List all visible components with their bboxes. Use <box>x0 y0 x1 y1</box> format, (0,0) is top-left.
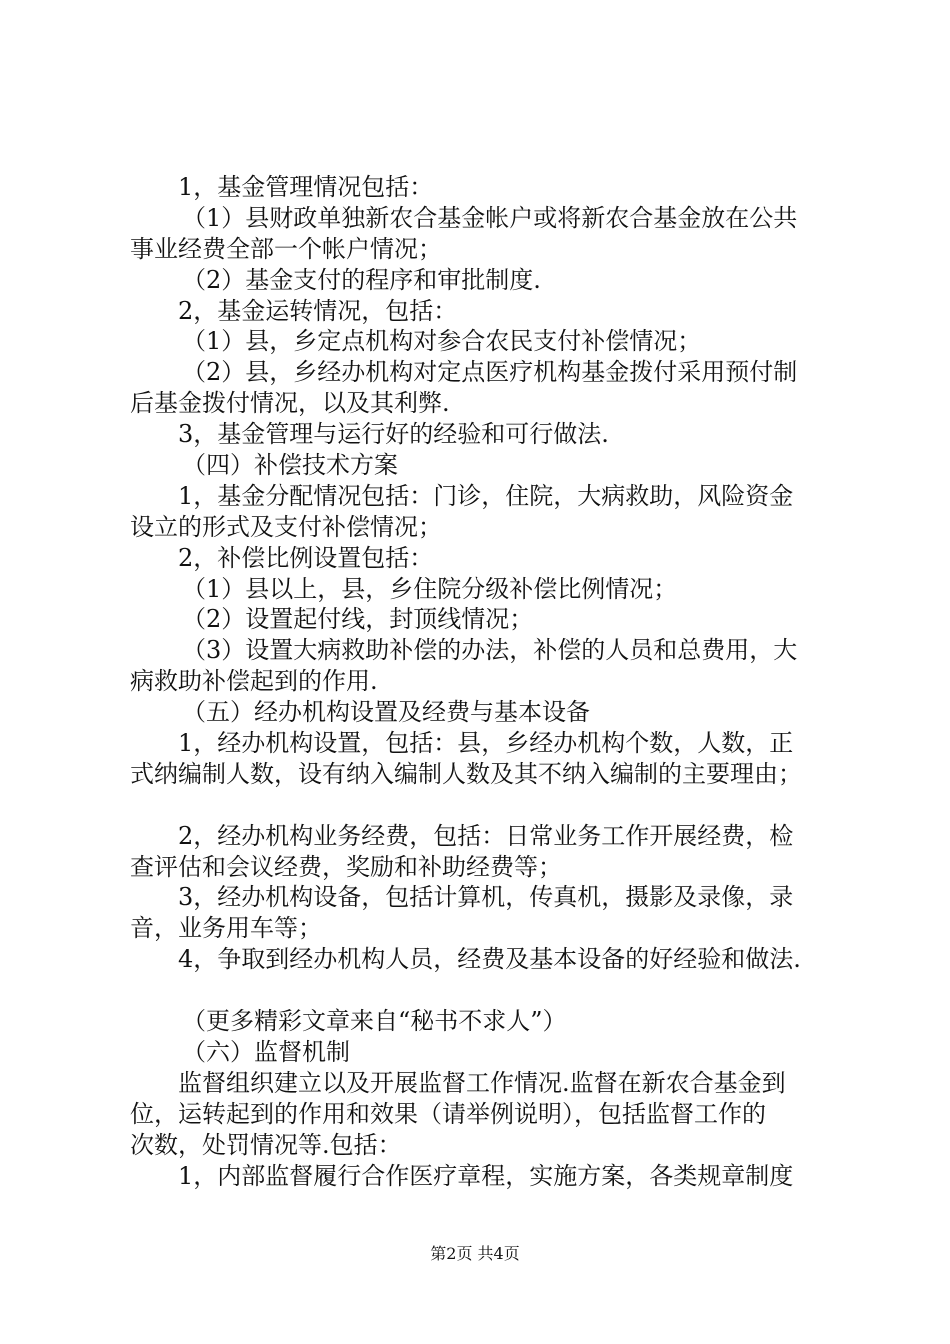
paragraph-line: （五）经办机构设置及经费与基本设备 <box>182 698 590 727</box>
paragraph-line: （3）设置大病救助补偿的办法，补偿的人员和总费用，大 <box>182 636 798 665</box>
paragraph-line: （更多精彩文章来自“秘书不求人”） <box>182 1007 567 1036</box>
paragraph-line: 设立的形式及支付补偿情况； <box>130 512 442 541</box>
paragraph-line: 事业经费全部一个帐户情况； <box>130 234 442 263</box>
paragraph-line: （六）监督机制 <box>182 1037 350 1066</box>
blank-line <box>130 790 840 821</box>
paragraph-line: 式纳编制人数，设有纳入编制人数及其不纳入编制的主要理由； <box>130 759 802 788</box>
paragraph-line: 后基金拨付情况，以及其利弊. <box>130 389 450 418</box>
paragraph-line: 3，经办机构设备，包括计算机，传真机，摄影及录像，录 <box>178 883 794 912</box>
paragraph-line: （1）县，乡定点机构对参合农民支付补偿情况； <box>182 327 702 356</box>
paragraph-line: （2）县，乡经办机构对定点医疗机构基金拨付采用预付制 <box>182 358 798 387</box>
paragraph-line: （1）县以上，县，乡住院分级补偿比例情况； <box>182 574 678 603</box>
paragraph-line: （2）基金支付的程序和审批制度. <box>182 265 541 294</box>
paragraph-line: 2，经办机构业务经费，包括：日常业务工作开展经费，检 <box>178 821 794 850</box>
paragraph-line: （2）设置起付线，封顶线情况； <box>182 605 534 634</box>
paragraph-line: 次数，处罚情况等.包括： <box>130 1130 402 1159</box>
paragraph-line: 病救助补偿起到的作用. <box>130 667 378 696</box>
paragraph-line: 3，基金管理与运行好的经验和可行做法. <box>178 420 609 449</box>
paragraph-line: 1，基金管理情况包括： <box>178 173 434 201</box>
paragraph-line: 位，运转起到的作用和效果（请举例说明），包括监督工作的 <box>130 1099 766 1128</box>
paragraph-line: 1，基金分配情况包括：门诊，住院，大病救助，风险资金 <box>178 481 794 510</box>
paragraph-line: （四）补偿技术方案 <box>182 451 398 480</box>
paragraph-line: 4，争取到经办机构人员，经费及基本设备的好经验和做法. <box>178 945 801 974</box>
paragraph-line: 1，内部监督履行合作医疗章程，实施方案，各类规章制度 <box>178 1161 794 1190</box>
paragraph-line: 音，业务用车等； <box>130 914 322 943</box>
document-body <box>130 172 840 1191</box>
paragraph-line: （1）县财政单独新农合基金帐户或将新农合基金放在公共 <box>182 203 798 232</box>
paragraph-line: 1，经办机构设置，包括：县，乡经办机构个数，人数，正 <box>178 729 794 758</box>
page-number-label: 第2页 共4页 <box>430 1244 520 1263</box>
paragraph-line: 2，补偿比例设置包括： <box>178 543 434 572</box>
paragraph-line: 监督组织建立以及开展监督工作情况.监督在新农合基金到 <box>178 1068 786 1097</box>
paragraph-line: 查评估和会议经费，奖励和补助经费等； <box>130 852 562 881</box>
blank-line <box>130 975 840 1006</box>
paragraph-line: 2，基金运转情况，包括： <box>178 296 458 325</box>
page-footer <box>0 1244 950 1264</box>
